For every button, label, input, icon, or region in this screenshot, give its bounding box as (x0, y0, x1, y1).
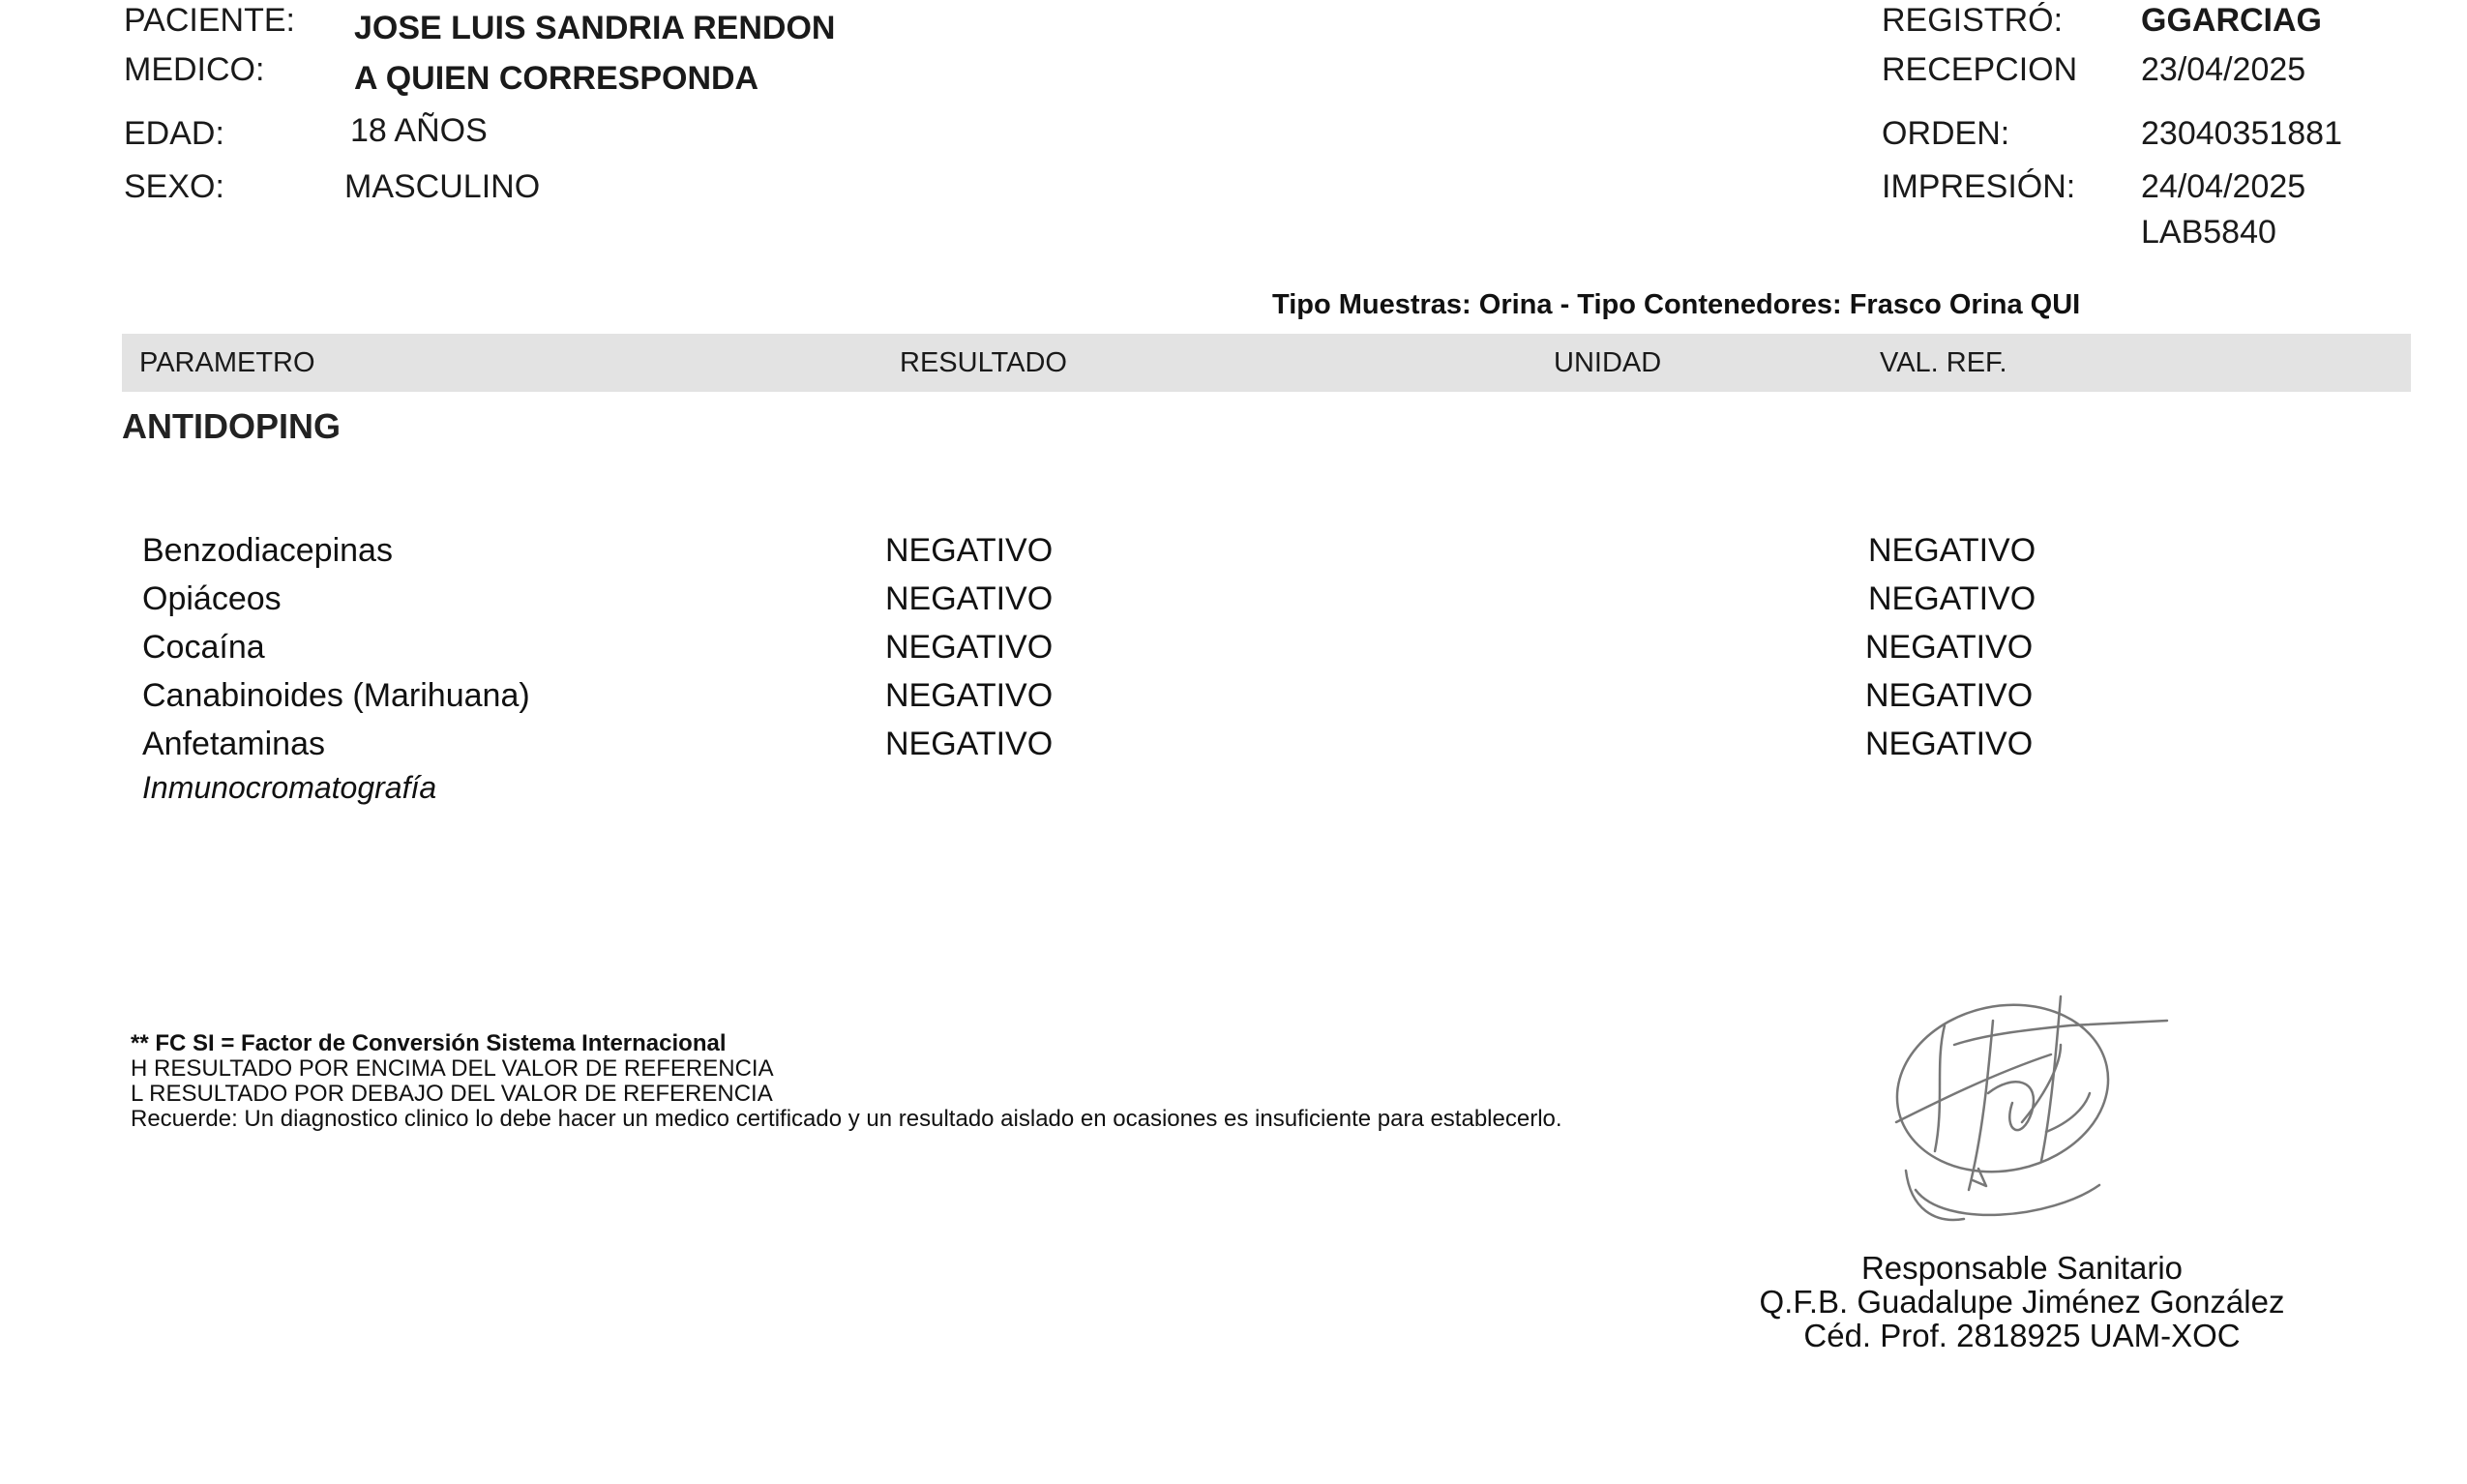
header-parameter: PARAMETRO (139, 347, 315, 378)
sample-info: Tipo Muestras: Orina - Tipo Contenedores: Frasco Orina QUI (1272, 289, 2081, 320)
row-parameter: Canabinoides (Marihuana) (142, 677, 530, 714)
row-result: NEGATIVO (885, 726, 1054, 762)
row-result: NEGATIVO (885, 629, 1054, 666)
patient-label: PACIENTE: (124, 2, 295, 39)
signature-image (1877, 987, 2196, 1229)
row-parameter: Opiáceos (142, 580, 282, 617)
row-reference: NEGATIVO (1868, 580, 2036, 617)
low-note: L RESULTADO POR DEBAJO DEL VALOR DE REFERENCIA (131, 1081, 773, 1107)
row-reference: NEGATIVO (1865, 726, 2034, 762)
signature-block (1703, 1251, 2341, 1352)
header-unit: UNIDAD (1554, 347, 1662, 378)
sex-value: MASCULINO (344, 168, 541, 205)
footer-notes (131, 1031, 1562, 1132)
registered-label: REGISTRÓ: (1882, 2, 2064, 39)
patient-name: JOSE LUIS SANDRIA RENDON (354, 10, 836, 46)
age-value: 18 AÑOS (350, 112, 488, 149)
row-reference: NEGATIVO (1865, 629, 2034, 666)
doctor-label: MEDICO: (124, 51, 265, 88)
header-reference: VAL. REF. (1880, 347, 2007, 378)
order-number: 23040351881 (2141, 115, 2343, 152)
results-table-header (122, 334, 2411, 392)
signature-name: Q.F.B. Guadalupe Jiménez González (1759, 1284, 2285, 1320)
section-title: ANTIDOPING (122, 406, 342, 446)
row-result: NEGATIVO (885, 532, 1054, 569)
row-reference: NEGATIVO (1868, 532, 2036, 569)
row-parameter: Benzodiacepinas (142, 532, 393, 569)
print-date: 24/04/2025 (2141, 168, 2306, 205)
disclaimer-note: Recuerde: Un diagnostico clinico lo debe hacer un medico certificado y un resultado aislado en ocasiones es insuficiente para establecerlo. (131, 1106, 1562, 1132)
high-note: H RESULTADO POR ENCIMA DEL VALOR DE REFERENCIA (131, 1055, 774, 1082)
row-reference: NEGATIVO (1865, 677, 2034, 714)
row-parameter: Cocaína (142, 629, 265, 666)
order-label: ORDEN: (1882, 115, 2010, 152)
fc-si-note: ** FC SI = Factor de Conversión Sistema Internacional (131, 1030, 727, 1056)
row-parameter: Anfetaminas (142, 726, 325, 762)
header-result: RESULTADO (900, 347, 1067, 378)
age-label: EDAD: (124, 115, 224, 152)
reception-label: RECEPCION (1882, 51, 2078, 88)
doctor-name: A QUIEN CORRESPONDA (354, 60, 759, 97)
lab-code: LAB5840 (2141, 214, 2276, 251)
print-label: IMPRESIÓN: (1882, 168, 2076, 205)
row-result: NEGATIVO (885, 580, 1054, 617)
reception-date: 23/04/2025 (2141, 51, 2306, 88)
registered-value: GGARCIAG (2141, 2, 2322, 39)
method-note: Inmunocromatografía (142, 770, 437, 805)
signature-license: Céd. Prof. 2818925 UAM-XOC (1803, 1318, 2241, 1353)
sex-label: SEXO: (124, 168, 224, 205)
signature-role: Responsable Sanitario (1860, 1250, 2184, 1286)
row-result: NEGATIVO (885, 677, 1054, 714)
